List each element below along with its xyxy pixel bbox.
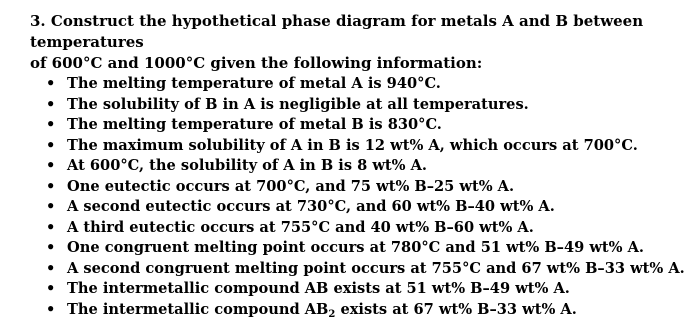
list-item-solubility-b-in-a [67, 95, 688, 116]
bullet-icon: • [46, 74, 55, 95]
list-item-eutectic-1 [67, 177, 688, 198]
bullet-icon: • [46, 115, 55, 136]
list-item-eutectic-3 [67, 218, 688, 239]
list-item-solubility-at-600 [67, 156, 688, 177]
list-item-text: A third eutectic occurs at 755°C and 40 wt% B–60 wt% A. [67, 219, 534, 236]
bullet-icon: • [46, 259, 55, 280]
list-item-compound-ab [67, 279, 688, 300]
list-item-congruent-2 [67, 259, 688, 280]
list-item-text: The maximum solubility of A in B is 12 wt% A, which occurs at 700°C. [67, 137, 638, 154]
list-item-eutectic-2 [67, 197, 688, 218]
question-stem-line-2: of 600°C and 1000°C given the following information: [30, 53, 688, 74]
list-item-text: One eutectic occurs at 700°C, and 75 wt% B–25 wt% A. [67, 178, 514, 195]
bullet-icon: • [46, 177, 55, 198]
list-item-melting-b [67, 115, 688, 136]
list-item-text: One congruent melting point occurs at 780°C and 51 wt% B–49 wt% A. [67, 239, 644, 256]
list-item-text: The melting temperature of metal A is 940°C. [67, 75, 441, 92]
list-item-text: The solubility of B in A is negligible at all temperatures. [67, 96, 529, 113]
list-item-text: A second congruent melting point occurs at 755°C and 67 wt% B–33 wt% A. [67, 260, 685, 277]
list-item-compound-ab2 [67, 300, 688, 320]
list-item-text-suffix: exists at 67 wt% B–33 wt% A. [335, 301, 576, 318]
bullet-icon: • [46, 136, 55, 157]
bullet-icon: • [46, 279, 55, 300]
list-item-text-prefix: The intermetallic compound AB [67, 301, 328, 318]
question-stem-line-1: 3. Construct the hypothetical phase diagram for metals A and B between temperatures [30, 11, 688, 53]
subscript-text: 2 [328, 309, 335, 320]
question-stem [42, 11, 688, 74]
given-information-list [42, 74, 688, 320]
bullet-icon: • [46, 300, 55, 320]
bullet-icon: • [46, 218, 55, 239]
bullet-icon: • [46, 197, 55, 218]
list-item-max-solubility-a-in-b [67, 136, 688, 157]
bullet-icon: • [46, 95, 55, 116]
bullet-icon: • [46, 156, 55, 177]
list-item-melting-a [67, 74, 688, 95]
list-item-text: A second eutectic occurs at 730°C, and 60 wt% B–40 wt% A. [67, 198, 555, 215]
list-item-congruent-1 [67, 238, 688, 259]
bullet-icon: • [46, 238, 55, 259]
list-item-text: The melting temperature of metal B is 830°C. [67, 116, 442, 133]
list-item-text: At 600°C, the solubility of A in B is 8 wt% A. [67, 157, 427, 174]
list-item-text: The intermetallic compound AB exists at 51 wt% B–49 wt% A. [67, 280, 570, 297]
